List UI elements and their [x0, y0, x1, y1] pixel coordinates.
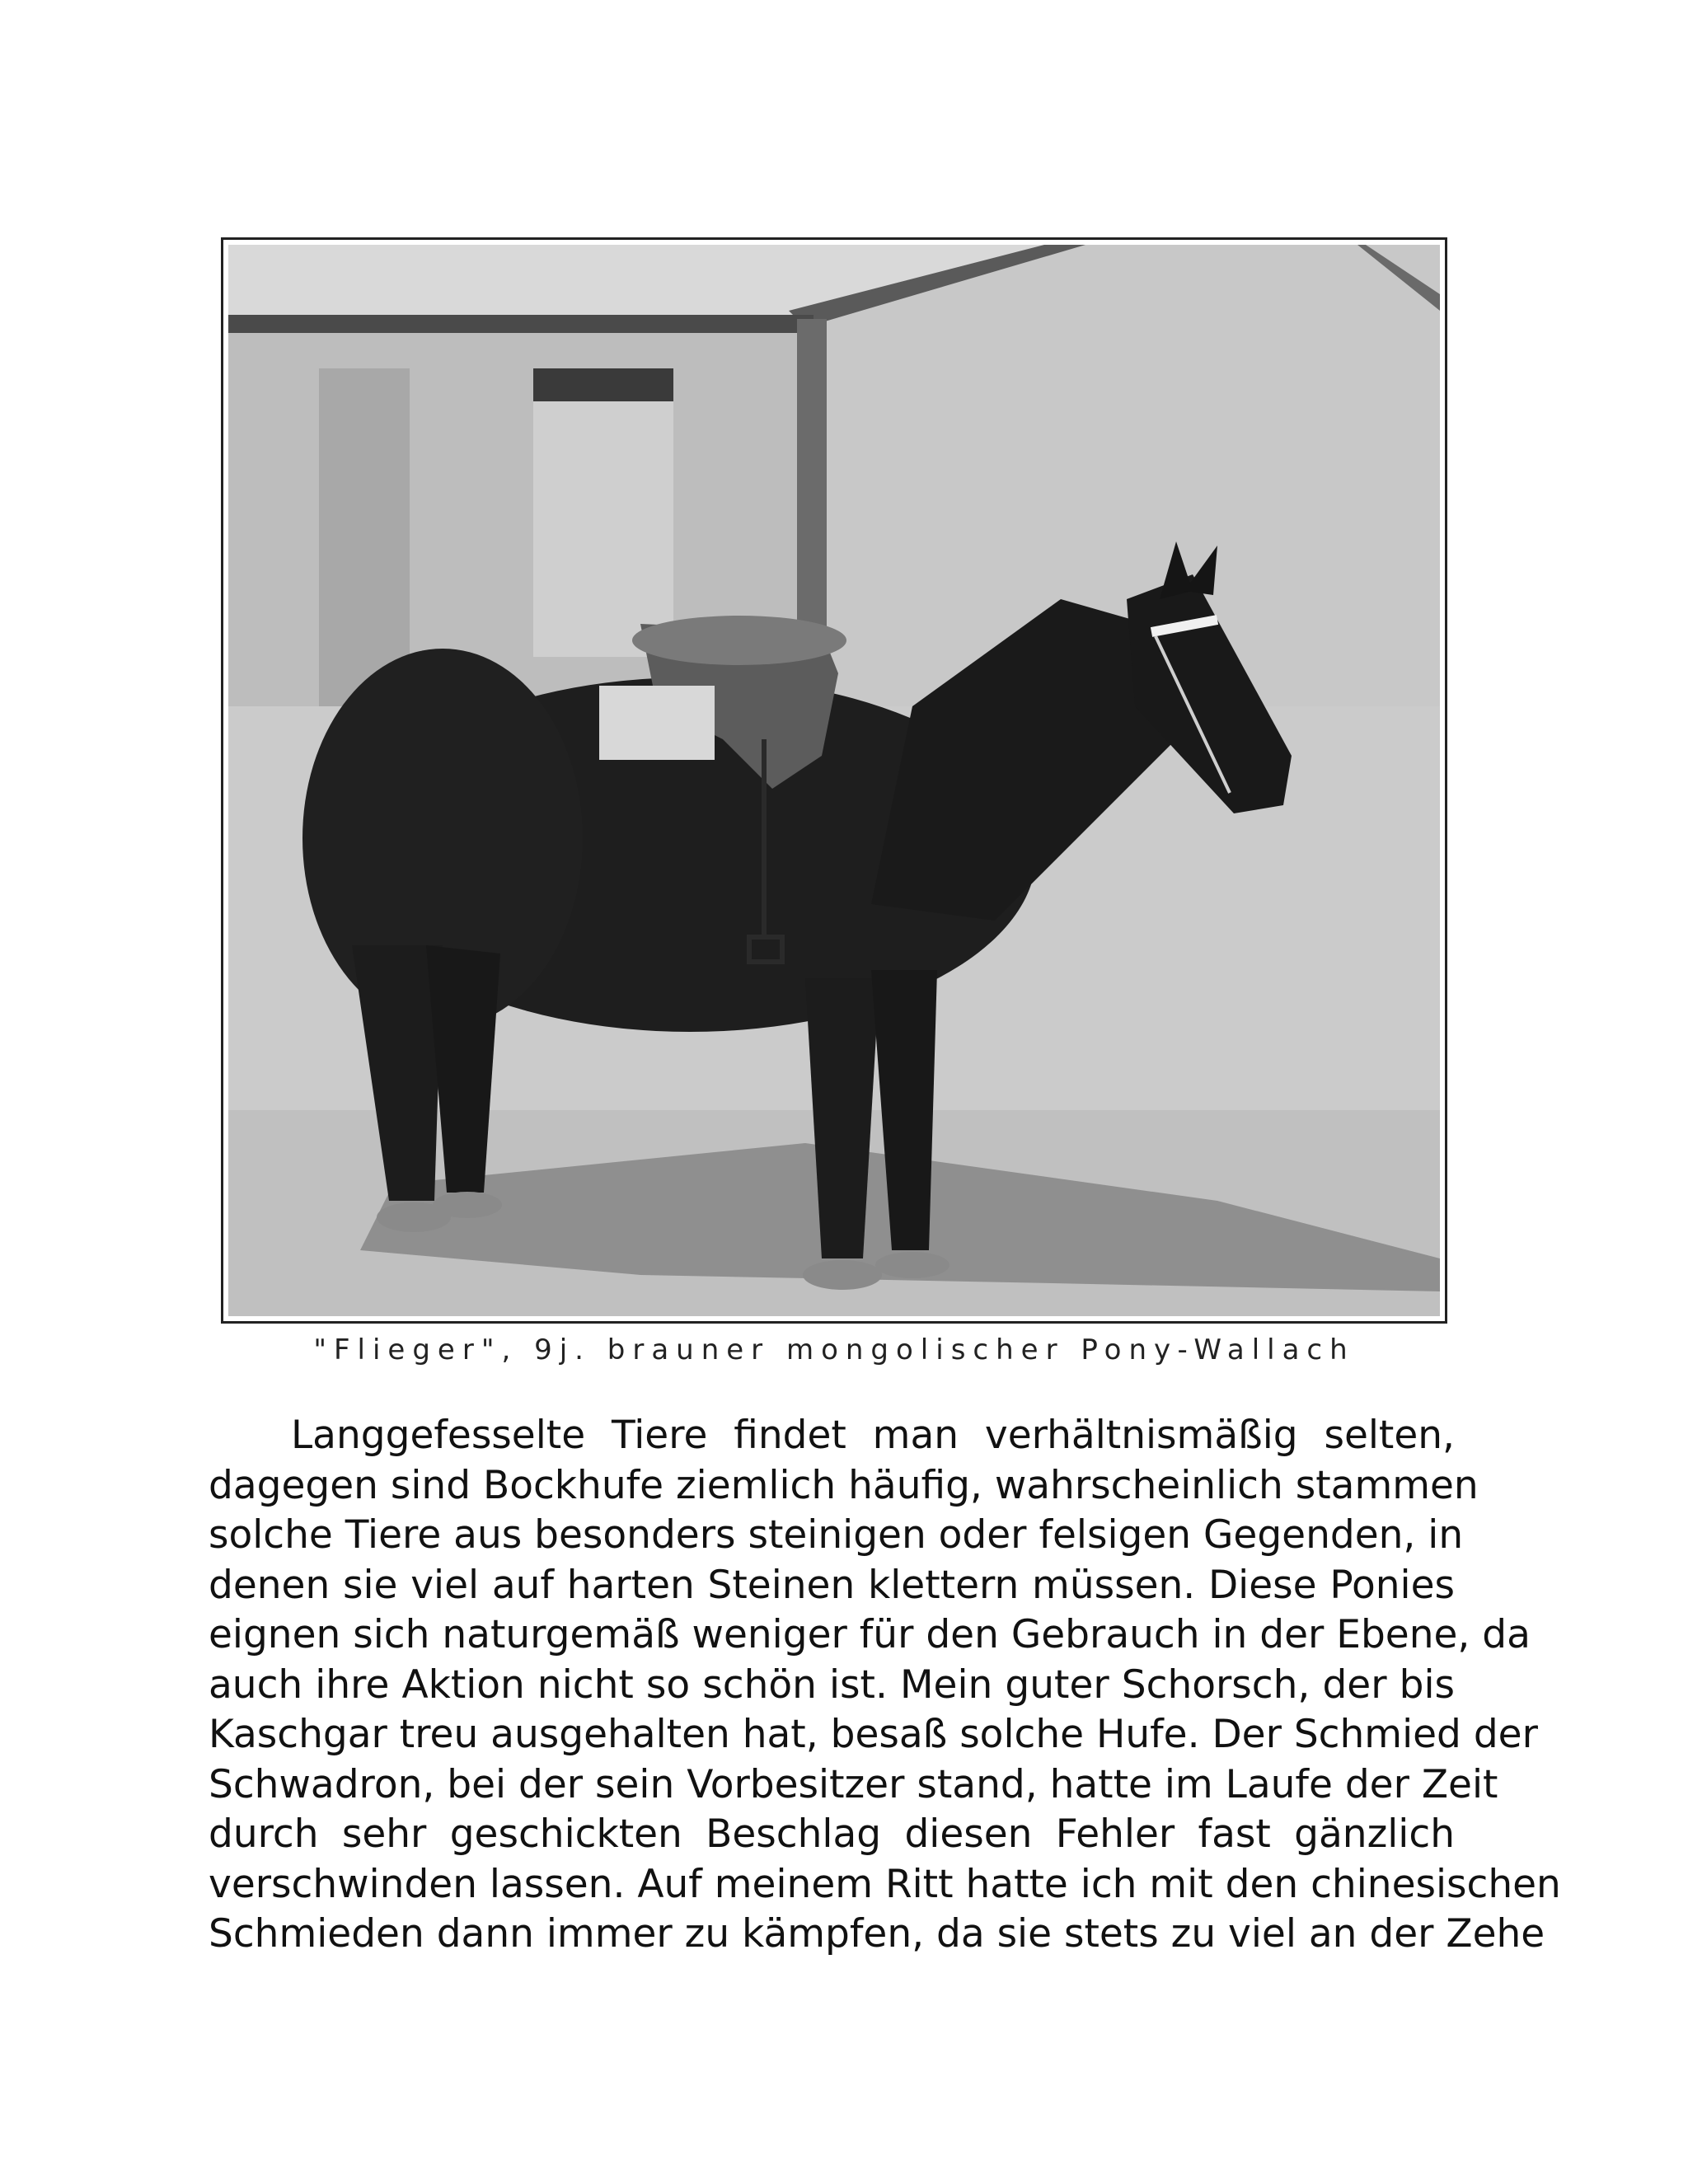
- text-line: Schwadron, bei der sein Vorbesitzer stand, hatte im Laufe der Zeit: [209, 1761, 1498, 1807]
- text-line: Kaschgar treu ausgehalten hat, besaß solche Hufe. Der Schmied der: [209, 1712, 1538, 1757]
- text-line: Langgefesselte Tiere findet man verhältnismäßig selten,: [291, 1413, 1455, 1458]
- text-line: auch ihre Aktion nicht so schön ist. Mein guter Schorsch, der bis: [209, 1661, 1455, 1708]
- text-line: Schmieden dann immer zu kämpfen, da sie stets zu viel an der Zehe: [209, 1911, 1545, 1957]
- text-line: solche Tiere aus besonders steinigen oder felsigen Gegenden, in: [209, 1512, 1464, 1558]
- text-line: denen sie viel auf harten Steinen klettern müssen. Diese Ponies: [209, 1562, 1455, 1608]
- body-paragraph: [209, 1411, 1561, 1960]
- photo-frame: [221, 237, 1447, 1324]
- text-line: verschwinden lassen. Auf meinem Ritt hatte ich mit den chinesischen: [209, 1861, 1561, 1907]
- figure-caption: "Flieger", 9j. brauner mongolischer Pony-Wallach: [313, 1333, 1355, 1366]
- text-line: eignen sich naturgemäß weniger für den Gebrauch in der Ebene, da: [209, 1612, 1531, 1657]
- horse-photo: [228, 245, 1440, 1316]
- text-line: dagegen sind Bockhufe ziemlich häufig, wahrscheinlich stammen: [209, 1462, 1479, 1508]
- text-line: durch sehr geschickten Beschlag diesen Fehler fast gänzlich: [209, 1811, 1455, 1857]
